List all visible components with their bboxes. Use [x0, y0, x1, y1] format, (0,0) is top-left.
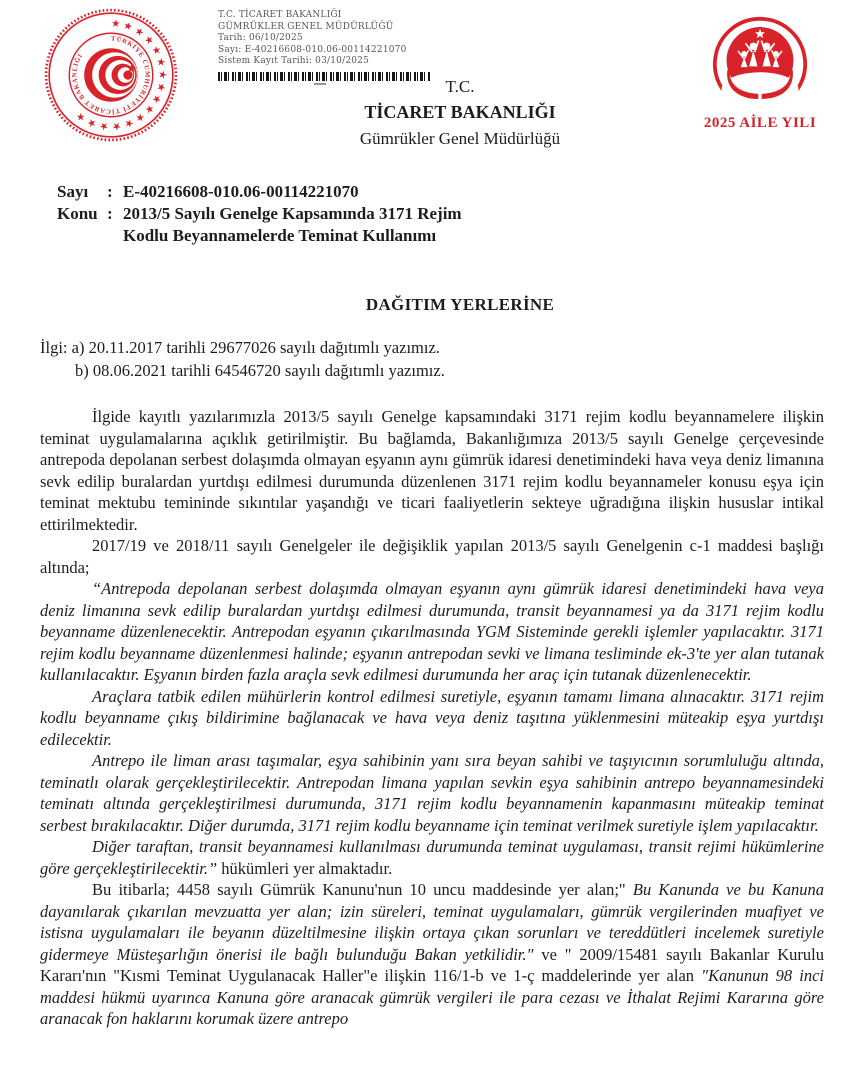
- letterhead-tc: T.C.: [445, 77, 475, 96]
- body-paragraphs: [40, 406, 824, 1030]
- konu-value-line2: Kodlu Beyannamelerde Teminat Kullanımı: [123, 226, 437, 245]
- reference-a: a) 20.11.2017 tarihli 29677026 sayılı dağıtımlı yazımız.: [71, 338, 440, 357]
- reference-item: [40, 359, 445, 382]
- references-label: İlgi:: [40, 338, 68, 357]
- sayi-value: E-40216608-010.06-00114221070: [123, 182, 359, 201]
- recipient-title: DAĞITIM YERLERİNE: [365, 295, 555, 314]
- reference-b: b) 08.06.2021 tarihli 64546720 sayılı dağıtımlı yazımız.: [75, 361, 445, 380]
- aile-yili-caption: 2025 AİLE YILI: [703, 115, 817, 131]
- aile-yili-emblem-icon: [701, 12, 819, 114]
- stamp-line: Sayı: E-40216608-010.06-00114221070: [218, 44, 407, 55]
- konu-value-line1: 2013/5 Sayılı Genelge Kapsamında 3171 Rejim: [123, 204, 462, 223]
- body-paragraph: “Antrepoda depolanan serbest dolaşımda olmayan eşyanın aynı gümrük idaresi denetimindeki hava veya deniz limanına sevk edilip buralardan yurtdışı edilmesi durumunda, transit beyannamesi ya da 3171 rejim kodlu beyanname düzenlenecektir. Antrepodan eşyanın çıkarılmasında YGM Sisteminde gerekli işlemler yapılacaktır. 3171 rejim kodlu beyanname düzenlenmesi halinde; eşyanın antrepodan sevki ve limana tesliminde ek-3'te yer alan tutanak kullanılacaktır. Eşyanın birden fazla araçla sevk edilmesi durumunda her araç için tutanak düzenlenecektir.: [40, 579, 824, 684]
- body-paragraph: İlgide kayıtlı yazılarımızla 2013/5 sayılı Genelge kapsamındaki 3171 rejim kodlu beyannamelere ilişkin teminat uygulamalarına açıklık getirilmiştir. Bu bağlamda, Bakanlığımıza 2013/5 sayılı Genelge çerçevesinde antrepoda depolanan serbest dolaşımda olmayan eşyanın aynı gümrük idaresi denetimindeki hava veya deniz limanına sevk edilip buralardan yurtdışı edilmesi durumunda düzenlenen 3171 rejim kodlu beyannameler konusu eşya için teminat mektubu temininde sıkıntılar yaşandığı ve ticari faaliyetlerin sekteye uğradığına ilişkin hususlar intikal ettirilmektedir.: [40, 407, 824, 534]
- body-paragraph: Diğer taraftan, transit beyannamesi kullanılması durumunda teminat uygulaması, transit rejimi hükümlerine göre gerçekleştirilecektir.” hükümleri yer almaktadır.: [40, 837, 824, 878]
- stamp-line: Tarih: 06/10/2025: [218, 33, 303, 44]
- stamp-line: Sistem Kayıt Tarihi: 03/10/2025: [218, 56, 370, 67]
- body-paragraph: 2017/19 ve 2018/11 sayılı Genelgeler ile değişiklik yapılan 2013/5 sayılı Genelgenin c-1 maddesi başlığı altında;: [40, 536, 824, 577]
- konu-label: Konu: [57, 204, 98, 223]
- stamp-line: GÜMRÜKLER GENEL MÜDÜRLÜĞÜ: [218, 21, 394, 32]
- document-meta: [57, 181, 462, 247]
- letterhead-directorate: Gümrükler Genel Müdürlüğü: [359, 129, 561, 149]
- body-paragraph: Bu itibarla; 4458 sayılı Gümrük Kanunu'nun 10 uncu maddesinde yer alan;" Bu Kanunda ve bu Kanuna dayanılarak çıkarılan mevzuatta yer alan; izin süreleri, teminat uygulamaları, gümrük vergilerinden muafiyet ve istisna uygulamaları ile beyanın düzeltilmesine ilişkin ortaya çıkan sorunları ve tereddütleri incelemek suretiyle gidermeye Müsteşarlığın önerisi ile bağlı bulunduğu Bakan yetkilidir." ve " 2009/15481 sayılı Bakanlar Kurulu Kararı'nın "Kısmi Teminat Uygulanacak Haller"e ilişkin 116/1-b ve 1-ç maddelerinde yer alan "Kanunun 98 inci maddesi hükmü uyarınca Kanuna göre aranacak gümrük vergileri ile para cezası ve İthalat Rejimi Kararına göre aranacak fon haklarını korumak üzere antrepo: [40, 880, 824, 1028]
- aile-yili-emblem: [698, 12, 822, 132]
- seal-circular-text: TÜRKİYE CUMHURİYETİ TİCARET BAKANLIĞI: [71, 35, 151, 115]
- seal-stars-ring: ★ ★ ★ ★ ★ ★ ★ ★ ★ ★ ★ ★ ★ ★ ★ ★: [74, 18, 168, 132]
- references-block: [40, 336, 445, 382]
- stamp-line: T.C. TİCARET BAKANLIĞI: [218, 10, 342, 20]
- colon: :: [107, 204, 113, 223]
- reference-item: [40, 336, 445, 359]
- sayi-label: Sayı: [57, 182, 89, 201]
- body-paragraph: Araçlara tatbik edilen mühürlerin kontrol edilmesi suretiyle, eşyanın tamamı limana alınacaktır. 3171 rejim kodlu beyanname çıkış bildirimine bağlanacak ve hava veya deniz taşıtına yüklenmesini müteakip eşya yurtdışı edilecektir.: [40, 686, 824, 749]
- body-paragraph: Antrepo ile liman arası taşımalar, eşya sahibinin yanı sıra beyan sahibi ve taşıyıcının sorumluluğu altında, teminatlı olarak gerçekleştirilecektir. Antrepodan limana yapılan sevkin eşya sahibinin antrepo beyannamesindeki teminatı altında gerçekleştirilmesi durumunda, 3171 rejim kodlu beyannamenin kapanmasını müteakip teminat serbest bırakılacaktır. Diğer durumda, 3171 rejim kodlu beyanname için teminat verilmek suretiyle işlem yapılacaktır.: [40, 751, 824, 835]
- colon: :: [107, 182, 113, 201]
- letterhead-ministry: TİCARET BAKANLIĞI: [364, 102, 556, 123]
- esignature-stamp: [218, 10, 430, 85]
